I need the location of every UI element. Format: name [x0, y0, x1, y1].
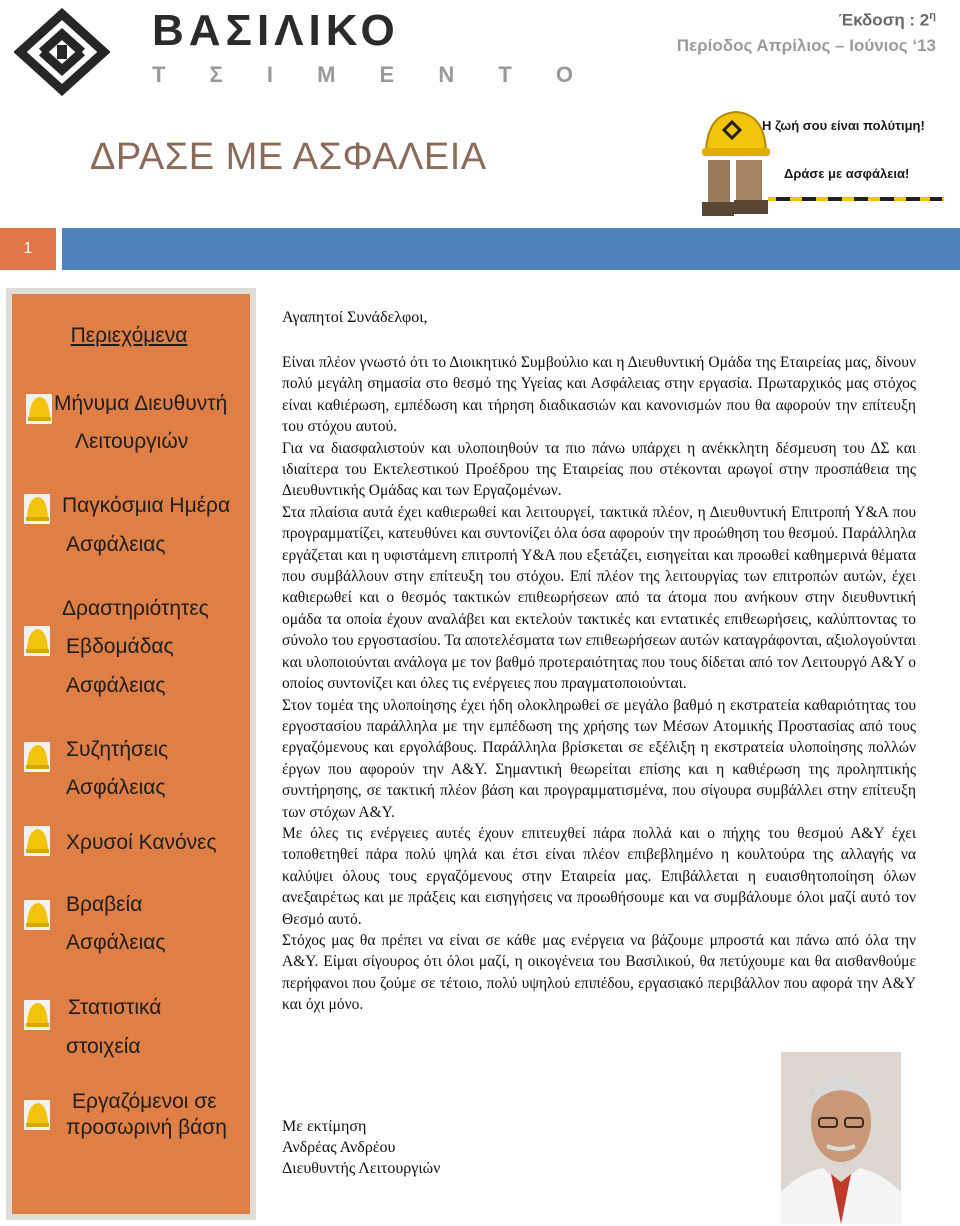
brand-name: ΒΑΣΙΛΙΚΟ [152, 6, 400, 55]
issue-info [677, 4, 936, 58]
helmet-icon [24, 742, 50, 772]
issue-period: Περίοδος Απρίλιος – Ιούνιος ‘13 [676, 35, 936, 55]
letter-paragraph: Για να διασφαλιστούν και υλοποιηθούν τα πιο πάνω υπάρχει η ανέκκλητη δέσμευση του ΔΣ και ιδιαίτερα του Εκτελεστικού Προέδρου της Εταιρείας που στέκονται αρωγοί στην προσπάθεια της Διευθυντικής Ομάδας και των Εργαζομένων. [282, 439, 916, 500]
toc-item-safety-awards[interactable]: Βραβεία [66, 893, 143, 916]
brand-subtitle: Τ Σ Ι Μ Ε Ν Τ Ο [152, 62, 592, 87]
edition-label: Έκδοση : 2 [838, 10, 930, 30]
helmet-icon [24, 626, 50, 656]
banner-line-1: Η ζωή σου είναι πολύτιμη! [762, 118, 925, 133]
toc-item-statistics[interactable]: Στατιστικά [68, 996, 162, 1019]
signature-closing: Με εκτίμηση [282, 1118, 367, 1135]
toc-item-director-message-line2: Λειτουργιών [75, 430, 189, 453]
toc-title: Περιεχόμενα [70, 324, 188, 347]
letter-greeting: Αγαπητοί Συνάδελφοι, [282, 309, 428, 326]
director-portrait [781, 1052, 901, 1224]
header-bar [62, 228, 960, 270]
signature-role: Διευθυντής Λειτουργιών [282, 1160, 441, 1177]
toc-item-temporary-workers[interactable]: Εργαζόμενοι σε [72, 1090, 217, 1113]
page-number: 1 [0, 228, 56, 270]
banner-hazard-stripe [768, 197, 944, 201]
letter-paragraph: Με όλες τις ενέργειες αυτές έχουν επιτευχθεί πάρα πολλά και ο πήχης του θεσμού Α&Υ έχει τοποθετηθεί πάρα πολύ ψηλά και έτσι είναι πλέον επιβεβλημένο η κουλτούρα της αλλαγής να καλύψει όλους τους εργαζόμενους στην Εταιρεία μας. Επιβάλλεται η ευαισθητοποίηση όλων ανεξαιρέτως και με πράξεις και εισηγήσεις να προωθήσουμε και να συμβάλουμε όλοι μαζί αυτό τον Θεσμό αυτό. [282, 824, 916, 928]
letter-paragraph: Στον τομέα της υλοποίησης έχει ήδη ολοκληρωθεί σε μεγάλο βαθμό η εκστρατεία καθαριότητας του εργοστασίου παράλληλα με την εμπέδωση της χρήσης των Μέσων Ατομικής Προστασίας από τους εργαζόμενους και εργολάβους. Παράλληλα βρίσκεται σε εξέλιξη η εκστρατεία υλοποίησης πολλών έργων που αφορούν την Α&Υ. Σημαντική θεωρείται επίσης και η καθιέρωση της προληπτικής συντήρησης, σε τακτική πλέον βάση και προγραμματισμένα, που σίγουρα συμβάλλει στην επίτευξη των στόχων Α&Υ. [282, 696, 916, 821]
helmet-boots-image [700, 106, 770, 222]
helmet-icon [24, 900, 50, 930]
safety-banner [698, 100, 948, 229]
edition-superscript: η [929, 10, 936, 22]
helmet-icon [24, 1000, 50, 1030]
banner-line-2: Δράσε με ασφάλεια! [784, 166, 910, 181]
toc-item-golden-rules[interactable]: Χρυσοί Κανόνες [66, 831, 217, 854]
toc-item-safety-week-line3: Ασφάλειας [66, 674, 166, 697]
newsletter-title: ΔΡΑΣΕ ΜΕ ΑΣΦΑΛΕΙΑ [90, 136, 487, 178]
toc-item-world-safety-day-line2: Ασφάλειας [66, 533, 166, 556]
letter-body [282, 352, 916, 1016]
toc-item-world-safety-day[interactable]: Παγκόσμια Ημέρα [62, 494, 231, 517]
helmet-icon [24, 1100, 50, 1130]
toc-item-safety-week[interactable]: Δραστηριότητες [62, 597, 209, 620]
toc-item-temporary-workers-line2: προσωρινή βάση [66, 1116, 227, 1139]
toc-item-safety-talks-line2: Ασφάλειας [66, 776, 166, 799]
letter-paragraph: Στα πλαίσια αυτά έχει καθιερωθεί και λειτουργεί, τακτικά πλέον, η Διευθυντική Επιτροπή Υ&Α που προγραμματίζει, κατευθύνει και συντονίζει όλα όσα αφορούν την προώθηση του θεσμού. Παράλληλα εργάζεται και η υφιστάμενη επιτροπή Υ&Α που εξετάζει, εισηγείται και προωθεί καθημερινά θέματα που συμβάλλουν στην επίτευξη του στόχου. Επί πλέον της λειτουργίας των επιτροπών αυτών, έχει καθιερωθεί και ο θεσμός τακτικών επιθεωρήσεων από τα άτομα που ανήκουν στην διευθυντική ομάδα τα οποία έχουν αναλάβει και εκτελούν τακτικές και εντατικές επιθεωρήσεις, καλύπτοντας το σύνολο του εργοστασίου. Τα αποτελέσματα των επιθεωρήσεων αυτών καταγράφονται, αξιολογούνται και υλοποιούνται ανάλογα με τον βαθμό προτεραιότητας που τους δίδεται από τον Λειτουργό Α&Υ ο οποίος συντονίζει και όλες τις ενέργειες που πραγματοποιούνται. [282, 503, 916, 693]
letter-paragraph: Στόχος μας θα πρέπει να είναι σε κάθε μας ενέργεια να βάζουμε μπροστά και πάνω από όλα την Α&Υ. Είμαι σίγουρος ότι όλοι μαζί, η οικογένεια του Βασιλικού, θα πετύχουμε και θα αισθανθούμε περήφανοι που ζούμε σε τέτοιο, πολύ υψηλού επιπέδου, εργασιακό περιβάλλον που αφορά την Α&Υ και όχι μόνο. [282, 931, 916, 1014]
signature-block [282, 1116, 440, 1179]
signature-name: Ανδρέας Ανδρέου [282, 1139, 396, 1156]
toc-item-safety-talks[interactable]: Συζητήσεις [66, 738, 169, 761]
toc-item-safety-week-line2: Εβδομάδας [66, 635, 174, 658]
helmet-icon [24, 826, 50, 856]
toc-item-director-message[interactable]: Μήνυμα Διευθυντή [54, 392, 228, 415]
letter-paragraph: Είναι πλέον γνωστό ότι το Διοικητικό Συμβούλιο και η Διευθυντική Ομάδα της Εταιρείας μας, δίνουν πολύ μεγάλη σημασία στο θεσμό της Υγείας και Ασφάλειας στην εργασία. Πρωταρχικός μας στόχος είναι καθιέρωση, εμπέδωση και τήρηση διαδικασιών και κανονισμών που θα αφορούν την επίτευξη του στόχου αυτού. [282, 354, 916, 436]
helmet-icon [24, 494, 50, 524]
vasiliko-logo-mark [14, 8, 110, 96]
helmet-icon [26, 394, 52, 424]
toc-item-statistics-line2: στοιχεία [66, 1035, 141, 1058]
toc-item-safety-awards-line2: Ασφάλειας [66, 931, 166, 954]
